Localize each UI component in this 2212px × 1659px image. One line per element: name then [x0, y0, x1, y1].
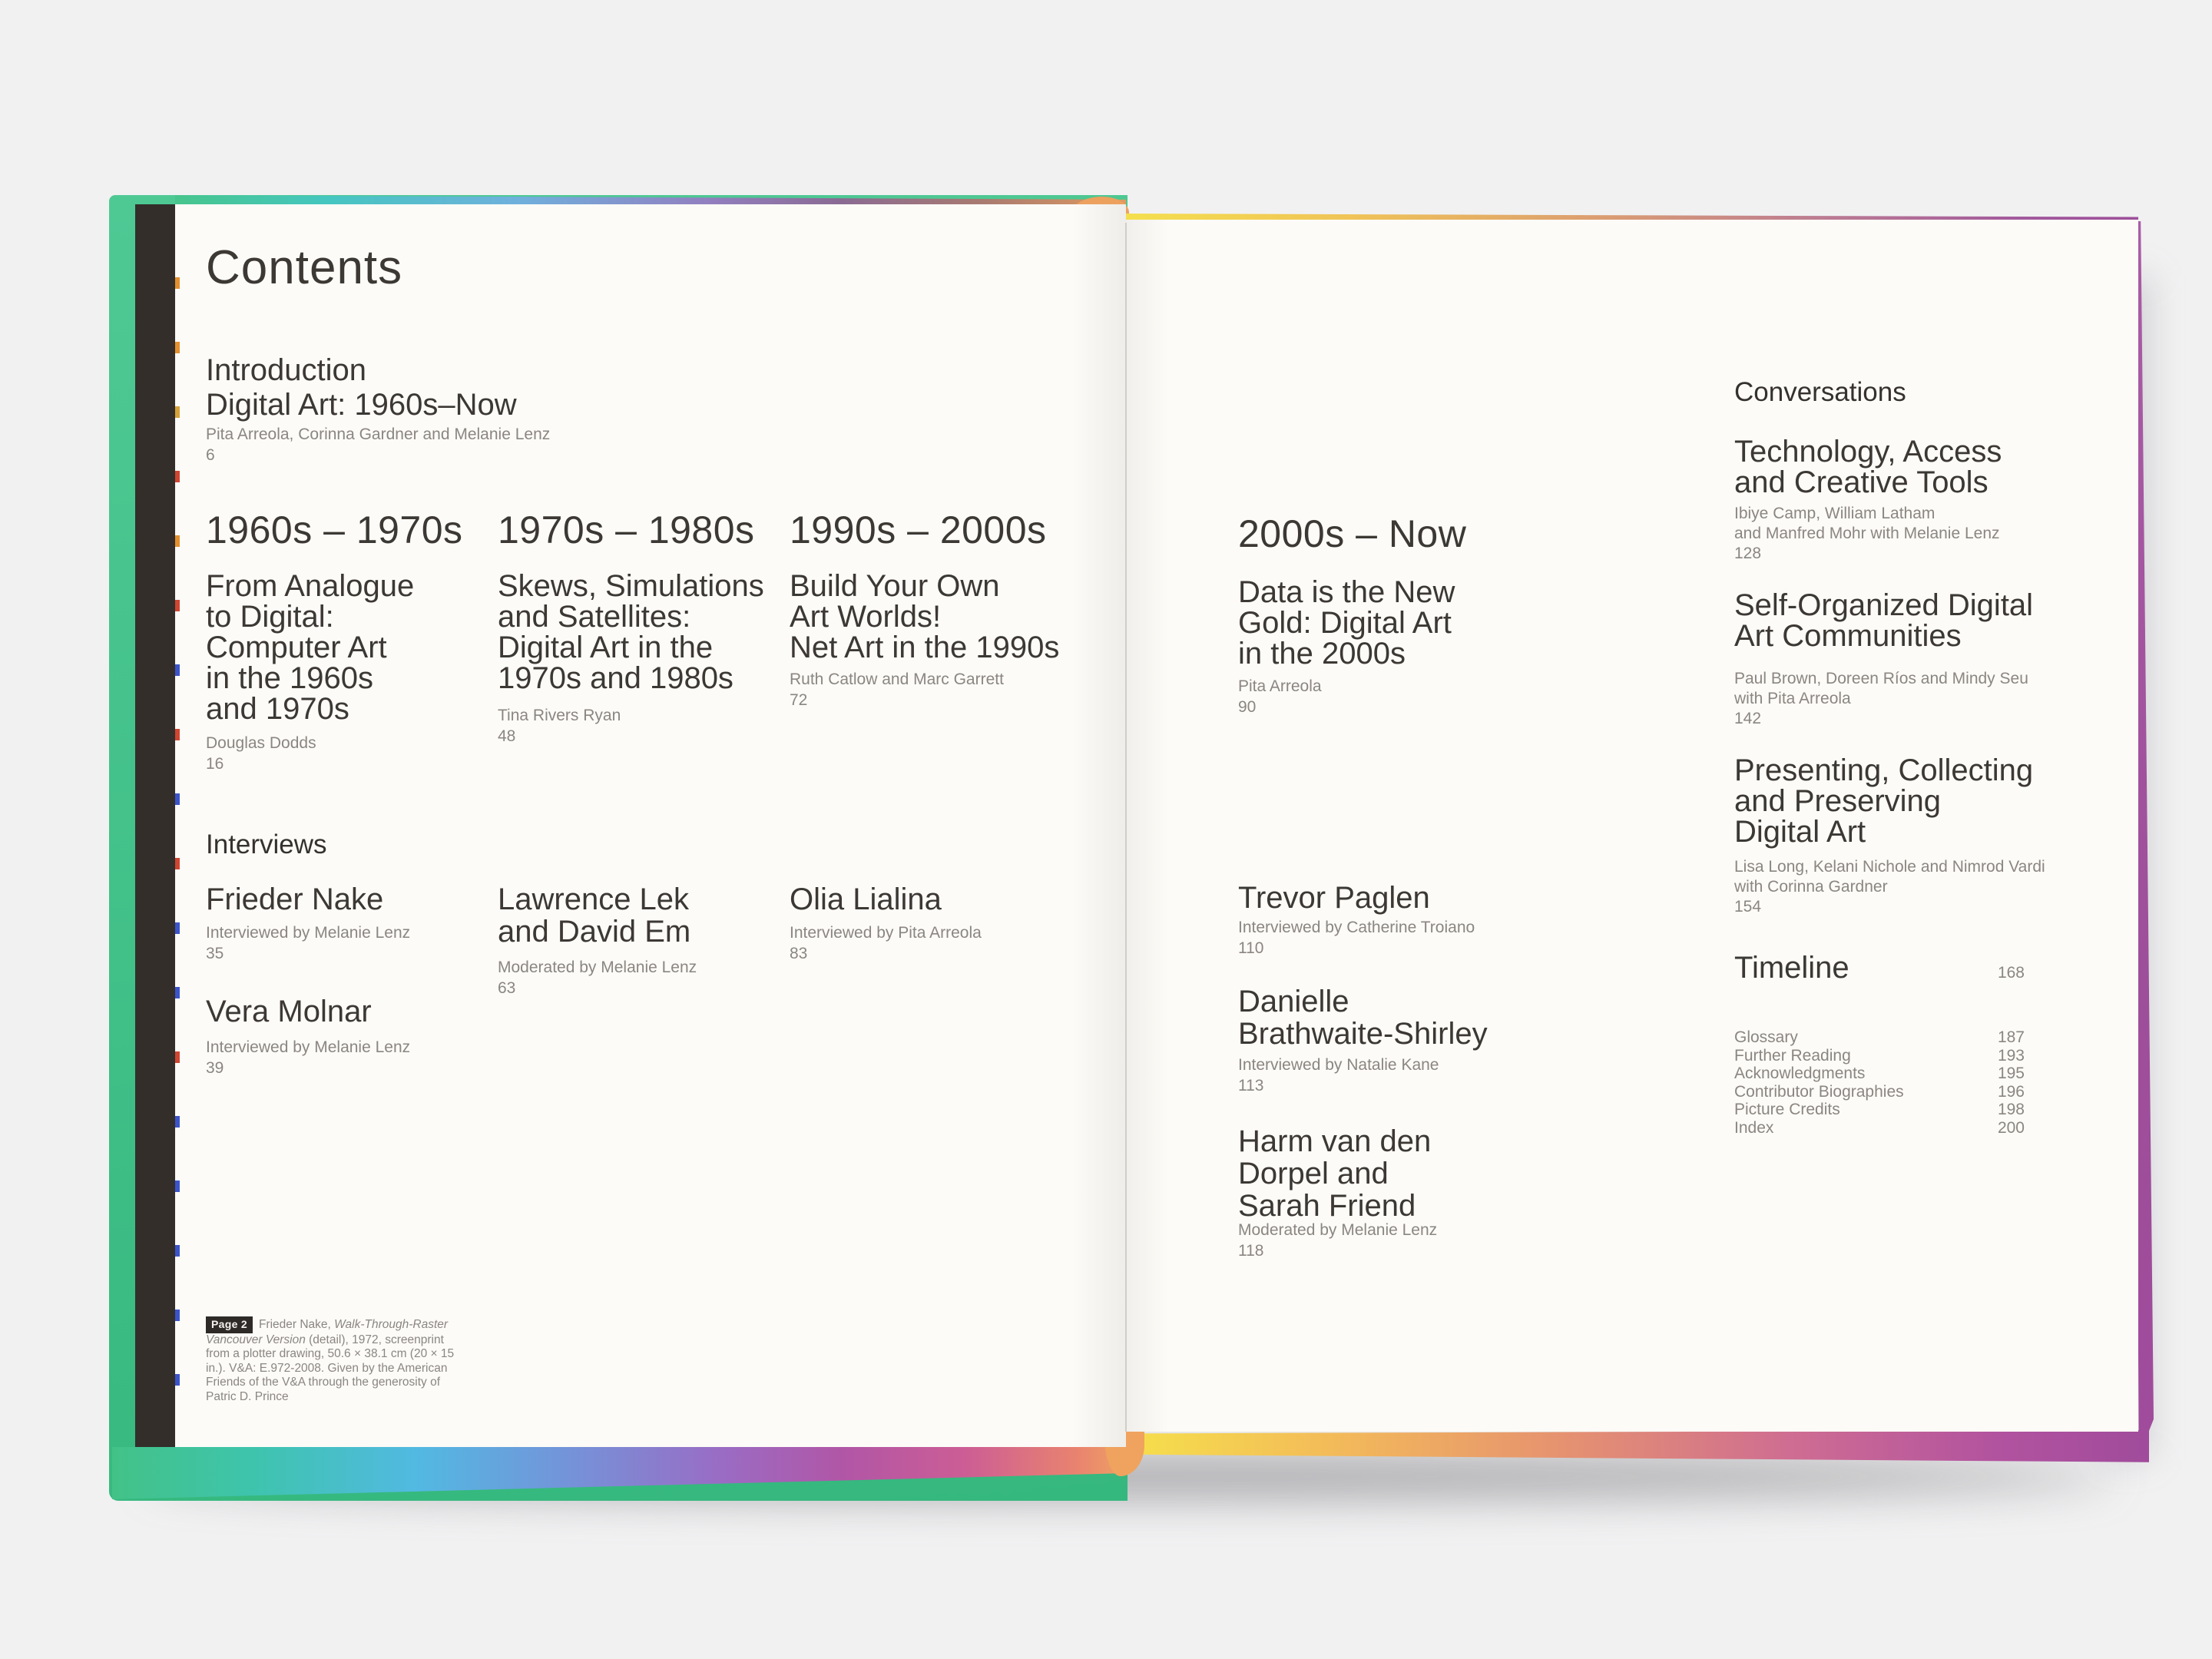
conversation-title-self-organized — [1734, 590, 2033, 651]
essay-meta-1990s — [790, 669, 1004, 710]
essay-credit: Tina Rivers Ryan — [498, 707, 621, 724]
essay-line: and 1970s — [206, 692, 349, 726]
conv-credit: and Manfred Mohr with Melanie Lenz — [1734, 525, 2000, 542]
interview-name-harm-van-den-dorpel-sarah-friend — [1238, 1125, 1431, 1222]
conversation-title-technology — [1734, 436, 2002, 498]
essay-credit: Pita Arreola — [1238, 677, 1322, 695]
essay-title-1990s — [790, 571, 1059, 663]
essay-line: Build Your Own — [790, 569, 1000, 603]
page-edge-tick — [175, 987, 180, 998]
conv-page-number: 142 — [1734, 710, 1762, 727]
page-edge-tick — [175, 1051, 180, 1063]
page-edge-tick — [175, 277, 180, 289]
essay-line: Computer Art — [206, 631, 387, 664]
interview-meta-olia-lialina — [790, 922, 982, 964]
backmatter-row — [1734, 1101, 2025, 1119]
interview-page-number: 118 — [1238, 1242, 1264, 1260]
conv-credit: Paul Brown, Doreen Ríos and Mindy Seu — [1734, 670, 2028, 687]
name-line: Lawrence Lek — [498, 882, 690, 916]
interview-meta-vera-molnar — [206, 1037, 410, 1078]
backmatter-label: Contributor Biographies — [1734, 1082, 1904, 1101]
page-edge-tick — [175, 858, 180, 869]
essay-line: Net Art in the 1990s — [790, 631, 1060, 664]
page-edge-tick — [175, 342, 180, 353]
frontispiece-caption — [206, 1316, 469, 1404]
conversations-heading: Conversations — [1734, 377, 1906, 407]
conv-title-line: Self-Organized Digital — [1734, 588, 2034, 622]
page-edge-tick — [175, 1374, 180, 1386]
name-line: Sarah Friend — [1238, 1189, 1416, 1223]
era-heading-1960s-1970s: 1960s – 1970s — [206, 508, 463, 551]
conv-credit: with Corinna Gardner — [1734, 878, 1888, 896]
era-heading-2000s-now: 2000s – Now — [1238, 512, 1467, 555]
interview-name-vera-molnar: Vera Molnar — [206, 995, 372, 1028]
name-line: and David Em — [498, 915, 691, 949]
conv-title-line: Art Communities — [1734, 619, 1962, 653]
interview-credit: Interviewed by Catherine Troiano — [1238, 919, 1475, 936]
timeline-label: Timeline — [1734, 951, 1849, 985]
intro-label: Introduction — [206, 353, 367, 387]
essay-line: to Digital: — [206, 600, 334, 634]
era-heading-1970s-1980s: 1970s – 1980s — [498, 508, 755, 551]
page-edge-tick — [175, 1181, 180, 1192]
page-title: Contents — [206, 241, 403, 294]
page-edge-tick — [175, 922, 180, 934]
interview-name-trevor-paglen: Trevor Paglen — [1238, 881, 1430, 915]
interview-credit: Interviewed by Pita Arreola — [790, 924, 982, 942]
backmatter-page-number: 196 — [1997, 1082, 2025, 1101]
interview-page-number: 113 — [1238, 1077, 1264, 1094]
essay-credit: Douglas Dodds — [206, 734, 316, 752]
conv-title-line: and Creative Tools — [1734, 465, 1988, 499]
era-heading-1990s-2000s: 1990s – 2000s — [790, 508, 1047, 551]
page-edge-tick — [175, 1310, 180, 1321]
right-page — [1126, 220, 2138, 1432]
name-line: Harm van den — [1238, 1124, 1432, 1158]
interview-meta-frieder-nake — [206, 922, 410, 964]
essay-meta-1960s — [206, 733, 316, 774]
interview-credit: Interviewed by Melanie Lenz — [206, 1038, 411, 1056]
conversation-meta-technology — [1734, 504, 2000, 564]
backmatter-page-number: 195 — [1997, 1065, 2025, 1083]
backmatter-row — [1734, 1065, 2025, 1083]
essay-line: Gold: Digital Art — [1238, 606, 1452, 640]
essay-line: in the 2000s — [1238, 637, 1406, 671]
page-edge-tick — [175, 535, 180, 547]
essay-line: 1970s and 1980s — [498, 661, 733, 695]
intro-meta — [206, 424, 550, 465]
interview-page-number: 39 — [206, 1059, 224, 1077]
caption-text: (detail), 1972, screenprint from a plotter drawing, 50.6 × 38.1 cm (20 × 15 in.). V&A: E.972-2008. Given by the American Friends of the V&A through the generosity of Patric D. Prince — [206, 1333, 455, 1403]
backmatter-page-number: 198 — [1997, 1101, 2025, 1119]
backmatter-row — [1734, 1047, 2025, 1065]
caption-page-badge: Page 2 — [206, 1316, 253, 1333]
name-line: Danielle — [1238, 985, 1349, 1018]
page-edge-tick — [175, 729, 180, 740]
conversation-title-presenting — [1734, 755, 2033, 847]
essay-meta-2000s — [1238, 676, 1322, 717]
conv-title-line: Digital Art — [1734, 815, 1866, 849]
interview-credit: Moderated by Melanie Lenz — [498, 959, 697, 976]
essay-page-number: 90 — [1238, 698, 1257, 716]
essay-page-number: 72 — [790, 691, 808, 709]
timeline-page-number: 168 — [1997, 964, 2025, 982]
left-page — [175, 204, 1126, 1447]
backmatter-row — [1734, 1028, 2025, 1047]
interview-meta-lawrence-lek — [498, 957, 697, 998]
essay-line: Skews, Simulations — [498, 569, 764, 603]
interview-name-danielle-brathwaite-shirley — [1238, 985, 1488, 1050]
interview-page-number: 63 — [498, 979, 516, 997]
page-edge-tick — [175, 1116, 180, 1128]
interview-name-lawrence-lek-david-em — [498, 883, 690, 948]
interview-page-number: 83 — [790, 945, 808, 962]
essay-line: and Satellites: — [498, 600, 691, 634]
backmatter-row — [1734, 1119, 2025, 1137]
page-edge-tick — [175, 600, 180, 611]
conversation-meta-self-organized — [1734, 669, 2028, 729]
book-endpaper — [135, 204, 175, 1452]
essay-page-number: 16 — [206, 755, 224, 773]
essay-title-1970s — [498, 571, 764, 694]
conv-credit: with Pita Arreola — [1734, 690, 1851, 707]
essay-line: Art Worlds! — [790, 600, 942, 634]
interview-credit: Interviewed by Melanie Lenz — [206, 924, 411, 942]
page-edge-tick — [175, 471, 180, 482]
essay-title-1960s — [206, 571, 414, 724]
page-edge-tick — [175, 1245, 180, 1257]
caption-artwork-title: Walk-Through-Raster Vancouver Version — [206, 1318, 449, 1346]
interview-credit: Interviewed by Natalie Kane — [1238, 1056, 1439, 1074]
conv-credit: Lisa Long, Kelani Nichole and Nimrod Vardi — [1734, 858, 2045, 876]
essay-title-2000s — [1238, 577, 1455, 669]
backmatter-page-number: 187 — [1997, 1028, 2025, 1046]
interview-page-number: 35 — [206, 945, 224, 962]
conversation-meta-presenting — [1734, 857, 2045, 917]
page-edge-tick — [175, 406, 180, 418]
backmatter-label: Further Reading — [1734, 1046, 1851, 1065]
conv-page-number: 128 — [1734, 545, 1762, 562]
timeline-row — [1734, 951, 2025, 985]
conv-title-line: Technology, Access — [1734, 435, 2002, 469]
backmatter-list — [1734, 1028, 2025, 1137]
interview-meta-danielle — [1238, 1055, 1439, 1096]
page-edge-tick — [175, 793, 180, 805]
interview-name-frieder-nake: Frieder Nake — [206, 882, 384, 916]
intro-heading — [206, 353, 517, 422]
backmatter-page-number: 193 — [1997, 1046, 2025, 1065]
interview-page-number: 110 — [1238, 939, 1264, 957]
conv-title-line: and Preserving — [1734, 784, 1942, 818]
caption-text: Frieder Nake, — [258, 1318, 335, 1331]
intro-page-number: 6 — [206, 446, 215, 464]
backmatter-label: Index — [1734, 1118, 1774, 1137]
page-edge-tick — [175, 664, 180, 676]
gutter-line — [1125, 223, 1127, 1432]
interview-credit: Moderated by Melanie Lenz — [1238, 1221, 1438, 1239]
backmatter-label: Acknowledgments — [1734, 1065, 1866, 1083]
backmatter-label: Picture Credits — [1734, 1101, 1840, 1119]
essay-meta-1970s — [498, 705, 621, 747]
name-line: Dorpel and — [1238, 1157, 1389, 1190]
essay-line: Digital Art in the — [498, 631, 714, 664]
essay-page-number: 48 — [498, 727, 516, 745]
conv-page-number: 154 — [1734, 898, 1762, 916]
essay-credit: Ruth Catlow and Marc Garrett — [790, 671, 1004, 688]
essay-line: in the 1960s — [206, 661, 373, 695]
backmatter-row — [1734, 1083, 2025, 1101]
interviews-heading: Interviews — [206, 830, 327, 859]
conv-title-line: Presenting, Collecting — [1734, 753, 2034, 787]
essay-line: From Analogue — [206, 569, 415, 603]
intro-credit: Pita Arreola, Corinna Gardner and Melanie Lenz — [206, 426, 551, 443]
interview-name-olia-lialina: Olia Lialina — [790, 882, 942, 916]
intro-subtitle: Digital Art: 1960s–Now — [206, 388, 517, 422]
backmatter-page-number: 200 — [1997, 1118, 2025, 1137]
essay-line: Data is the New — [1238, 575, 1455, 609]
interview-meta-trevor-paglen — [1238, 917, 1475, 959]
name-line: Brathwaite-Shirley — [1238, 1017, 1488, 1051]
conv-credit: Ibiye Camp, William Latham — [1734, 505, 1936, 522]
interview-meta-harm — [1238, 1220, 1437, 1261]
backmatter-label: Glossary — [1734, 1028, 1798, 1046]
